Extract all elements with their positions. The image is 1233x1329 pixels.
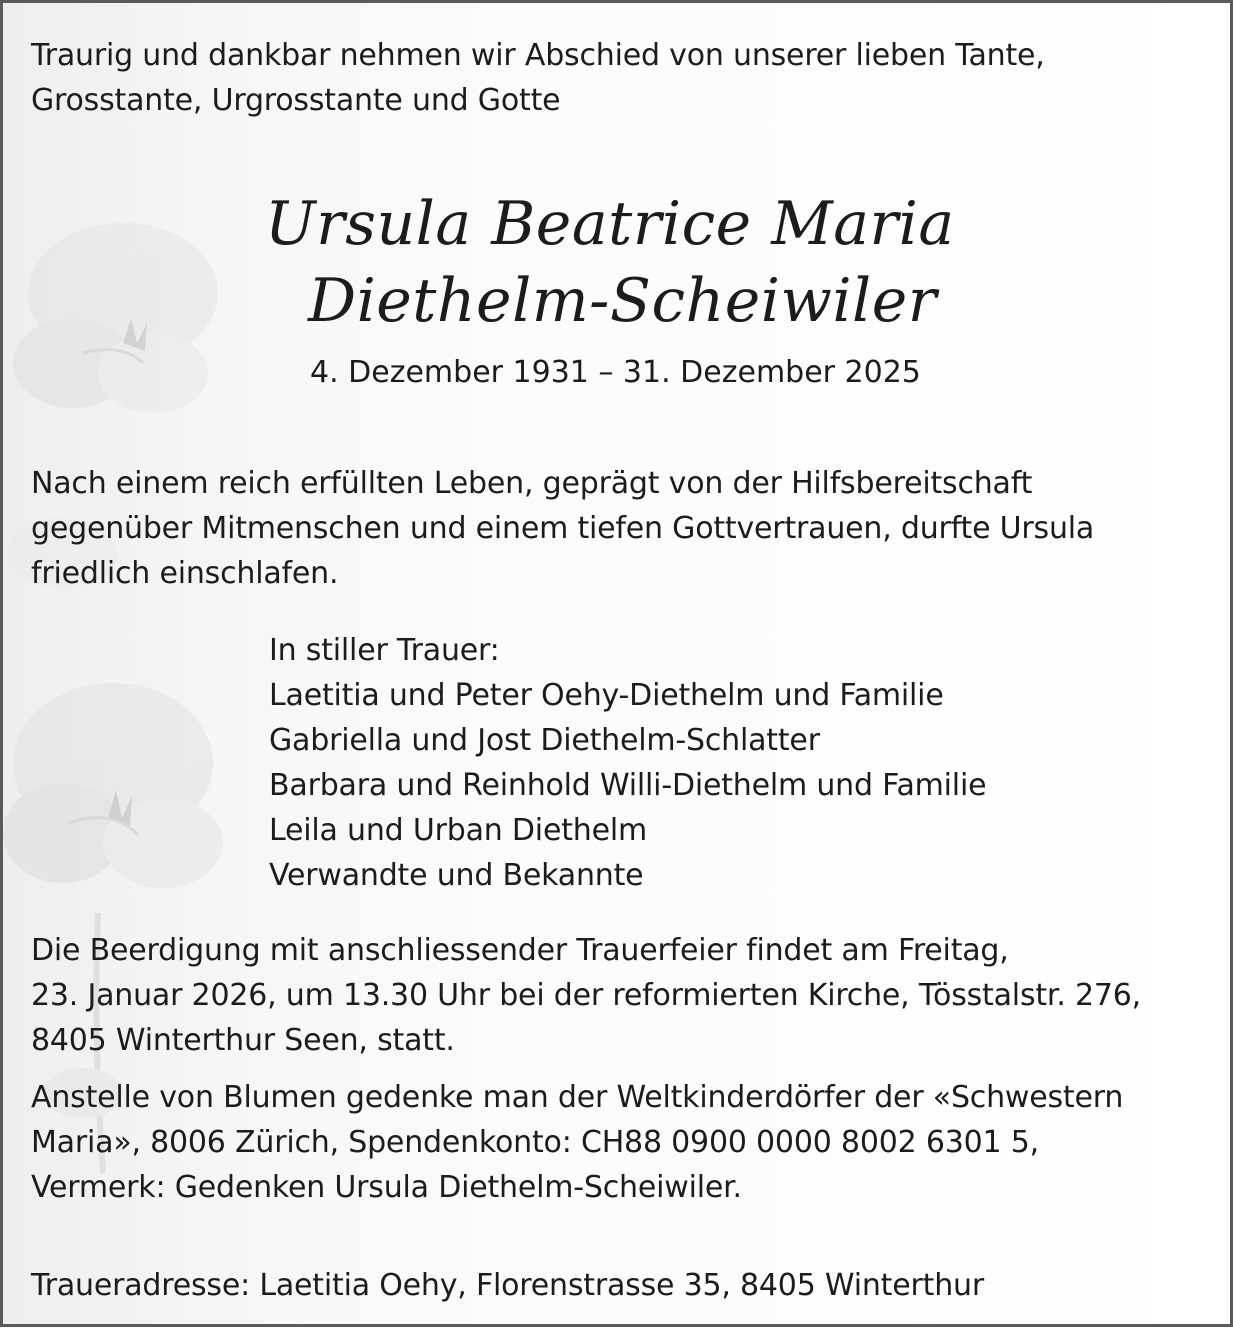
donation-line: Maria», 8006 Zürich, Spendenkonto: CH88 0900 0000 8002 6301 5,	[31, 1125, 1039, 1160]
orchid-lower	[3, 683, 223, 888]
intro-text	[31, 33, 1045, 123]
mourners-heading: In stiller Trauer:	[269, 633, 500, 668]
mourners-list	[269, 628, 986, 898]
mourner-name: Gabriella und Jost Diethelm-Schlatter	[269, 723, 820, 758]
mourning-address: Traueradresse: Laetitia Oehy, Florenstrasse 35, 8405 Winterthur	[31, 1268, 984, 1303]
mourner-name: Barbara und Reinhold Willi-Diethelm und Familie	[269, 768, 987, 803]
mourner-name: Verwandte und Bekannte	[269, 858, 644, 893]
funeral-info	[31, 928, 1141, 1063]
mourner-name: Laetitia und Peter Oehy-Diethelm und Familie	[269, 678, 944, 713]
deceased-first-names: Ursula Beatrice Maria	[265, 189, 955, 259]
donation-info	[31, 1075, 1123, 1210]
funeral-line: 23. Januar 2026, um 13.30 Uhr bei der reformierten Kirche, Tösstalstr. 276,	[31, 978, 1141, 1013]
tribute-text	[31, 461, 1094, 596]
life-dates: 4. Dezember 1931 – 31. Dezember 2025	[310, 355, 921, 390]
tribute-line: gegenüber Mitmenschen und einem tiefen Gottvertrauen, durfte Ursula	[31, 511, 1095, 546]
donation-line: Anstelle von Blumen gedenke man der Weltkinderdörfer der «Schwestern	[31, 1080, 1124, 1115]
deceased-surname: Diethelm-Scheiwiler	[308, 266, 937, 336]
donation-line: Vermerk: Gedenken Ursula Diethelm-Scheiwiler.	[31, 1170, 742, 1205]
tribute-line: Nach einem reich erfüllten Leben, geprägt von der Hilfsbereitschaft	[31, 466, 1033, 501]
mourner-name: Leila und Urban Diethelm	[269, 813, 647, 848]
intro-line: Grosstante, Urgrosstante und Gotte	[31, 83, 561, 118]
intro-line: Traurig und dankbar nehmen wir Abschied von unserer lieben Tante,	[31, 38, 1045, 73]
orchid-upper	[13, 223, 218, 413]
funeral-line: 8405 Winterthur Seen, statt.	[31, 1023, 455, 1058]
funeral-line: Die Beerdigung mit anschliessender Trauerfeier findet am Freitag,	[31, 933, 1009, 968]
tribute-line: friedlich einschlafen.	[31, 556, 339, 591]
